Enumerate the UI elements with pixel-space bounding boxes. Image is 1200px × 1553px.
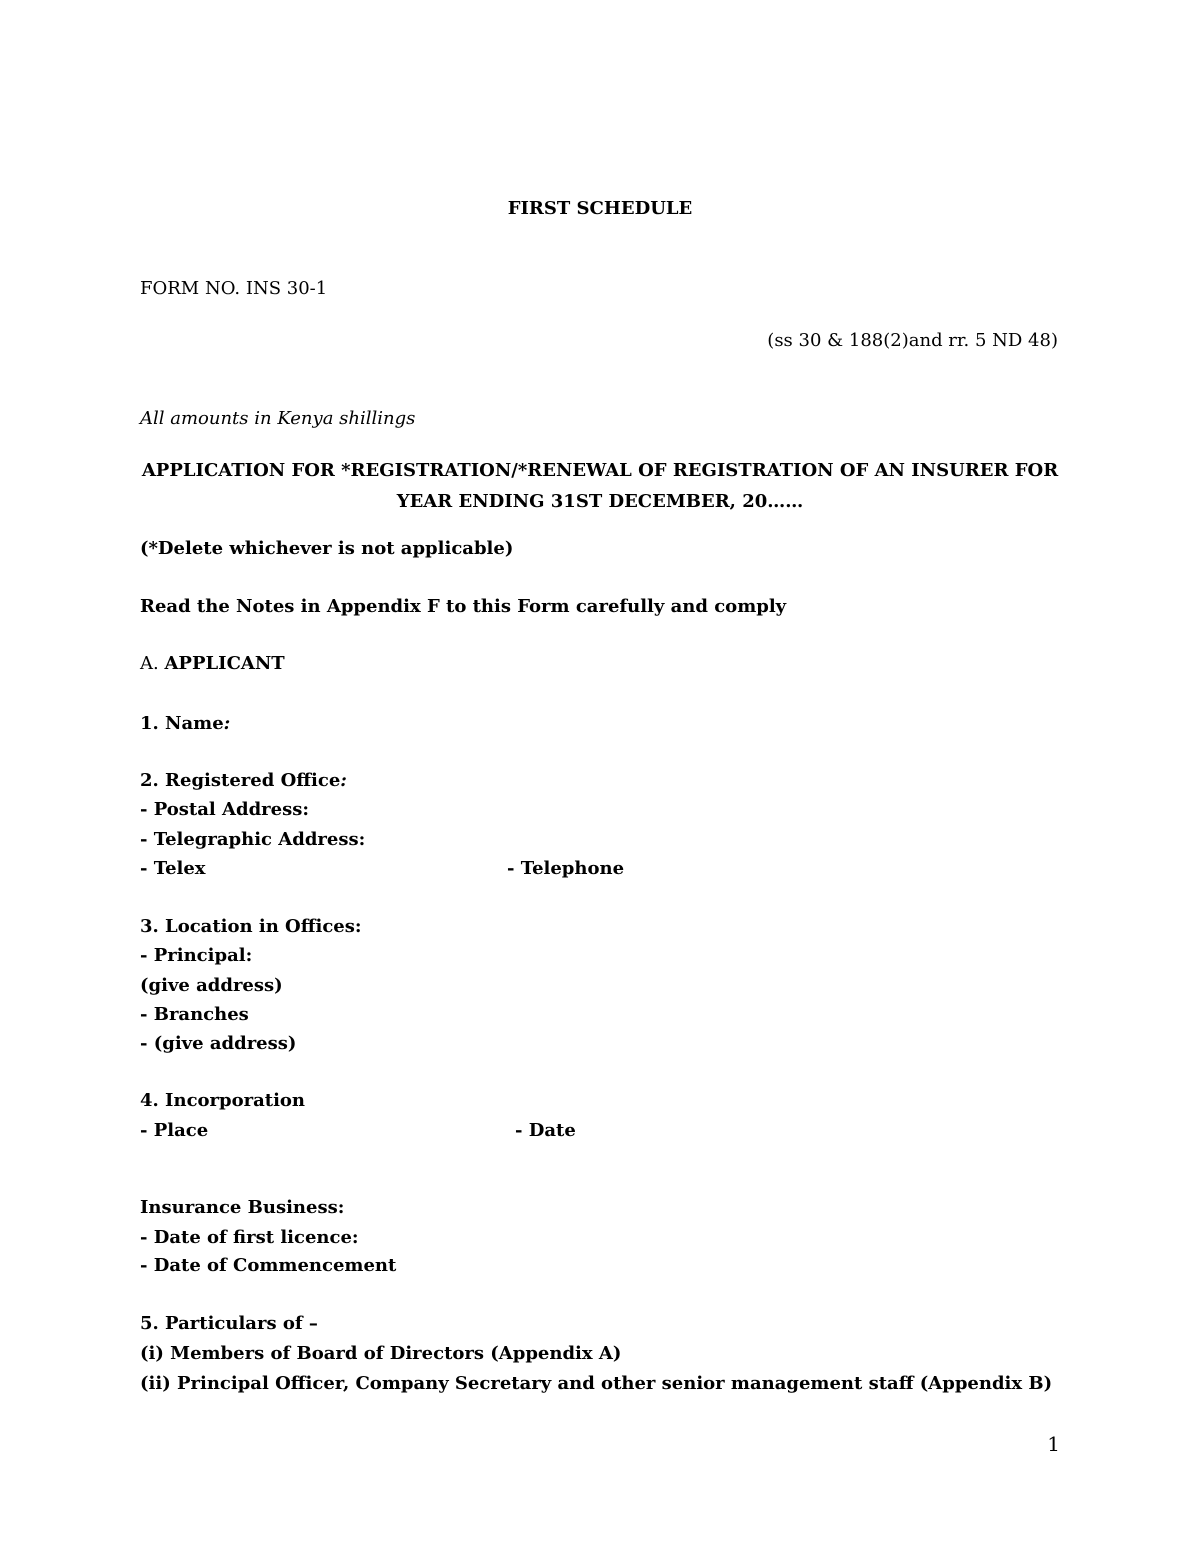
delete-note: (*Delete whichever is not applicable) bbox=[140, 538, 514, 559]
particulars-item-ii: (ii) Principal Officer, Company Secretary and other senior management staff (Appendix B) bbox=[140, 1373, 1053, 1394]
particulars-label: 5. Particulars of – bbox=[140, 1313, 318, 1334]
section-a-title: APPLICANT bbox=[164, 653, 285, 674]
telex-label: - Telex bbox=[140, 858, 206, 879]
branches-label: - Branches bbox=[140, 1004, 249, 1025]
form-number: FORM NO. INS 30-1 bbox=[140, 278, 328, 299]
give-address-note-2: - (give address) bbox=[140, 1033, 297, 1054]
currency-note: All amounts in Kenya shillings bbox=[140, 408, 416, 429]
schedule-title: FIRST SCHEDULE bbox=[507, 198, 693, 219]
application-title-line-2: YEAR ENDING 31ST DECEMBER, 20…… bbox=[396, 491, 804, 512]
section-a-heading bbox=[140, 653, 285, 675]
principal-label: - Principal: bbox=[140, 945, 253, 966]
application-title bbox=[140, 455, 1060, 517]
telephone-label: - Telephone bbox=[507, 858, 625, 879]
name-label-colon: : bbox=[223, 713, 231, 734]
registered-office-text: 2. Registered Office bbox=[140, 770, 341, 791]
telegraphic-address-label: - Telegraphic Address: bbox=[140, 829, 366, 850]
commencement-label: - Date of Commencement bbox=[140, 1255, 397, 1276]
page-number: 1 bbox=[1047, 1432, 1060, 1456]
application-title-line-1: APPLICATION FOR *REGISTRATION/*RENEWAL OF REGISTRATION OF AN INSURER FOR bbox=[141, 460, 1059, 481]
incorporation-label: 4. Incorporation bbox=[140, 1090, 305, 1111]
section-a-prefix: A. bbox=[140, 653, 165, 674]
insurance-business-label: Insurance Business: bbox=[140, 1197, 345, 1218]
name-label bbox=[140, 713, 230, 735]
registered-office-label bbox=[140, 770, 347, 792]
date-label: - Date bbox=[515, 1120, 576, 1141]
first-licence-label: - Date of first licence: bbox=[140, 1227, 359, 1248]
particulars-item-i: (i) Members of Board of Directors (Appendix A) bbox=[140, 1343, 622, 1364]
place-label: - Place bbox=[140, 1120, 209, 1141]
instruction-text: Read the Notes in Appendix F to this Form carefully and comply bbox=[140, 596, 787, 617]
registered-office-colon: : bbox=[340, 770, 347, 791]
name-label-text: 1. Name bbox=[140, 713, 224, 734]
legal-reference: (ss 30 & 188(2)and rr. 5 ND 48) bbox=[767, 330, 1058, 351]
postal-address-label: - Postal Address: bbox=[140, 799, 309, 820]
location-offices-label: 3. Location in Offices: bbox=[140, 916, 362, 937]
give-address-note-1: (give address) bbox=[140, 975, 283, 996]
